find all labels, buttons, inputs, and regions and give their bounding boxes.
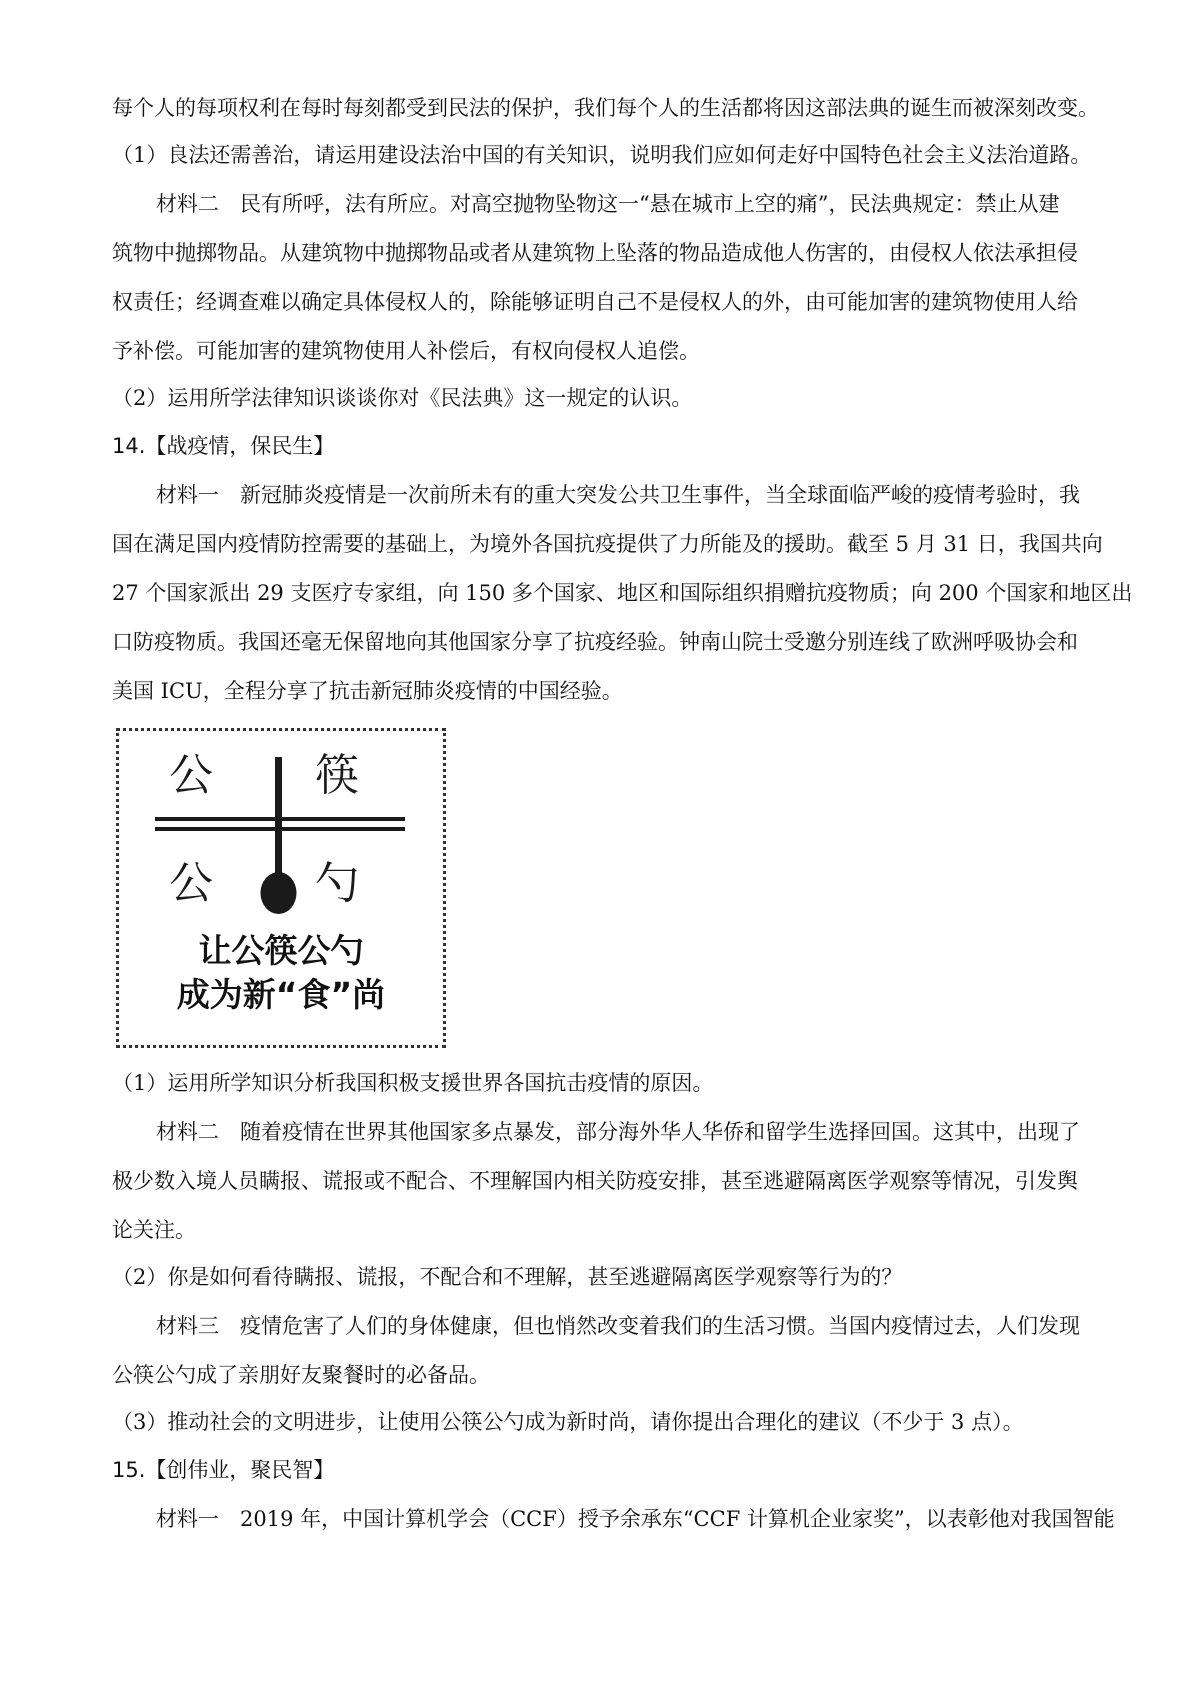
poster-char: 公 (169, 858, 213, 909)
poster-caption: 让公筷公勺 (198, 931, 364, 970)
material-1-line: 材料一 2019 年，中国计算机学会（CCF）授予余承东“CCF 计算机企业家奖”，以表彰他对我国智能 (156, 1507, 1115, 1531)
paragraph-line: 国在满足国内疫情防控需要的基础上，为境外各国抗疫提供了力所能及的援助。截至 5 月 31 日，我国共向 (112, 532, 1103, 556)
question-14-1: （1）运用所学知识分析我国积极支援世界各国抗击疫情的原因。 (112, 1071, 714, 1095)
material-2-line: 材料二 随着疫情在世界其他国家多点暴发，部分海外华人华侨和留学生选择回国。这其中，出现了 (156, 1120, 1080, 1144)
poster-char: 勺 (315, 858, 359, 909)
paragraph-line: 每个人的每项权利在每时每刻都受到民法的保护，我们每个人的生活都将因这部法典的诞生而被深刻改变。 (112, 96, 1099, 120)
paragraph-line: 公筷公勺成了亲朋好友聚餐时的必备品。 (112, 1363, 490, 1387)
material-3-line: 材料三 疫情危害了人们的身体健康，但也悄然改变着我们的生活习惯。当国内疫情过去，人们发现 (156, 1314, 1080, 1338)
material-1-line: 材料一 新冠肺炎疫情是一次前所未有的重大突发公共卫生事件，当全球面临严峻的疫情考验时，我 (156, 483, 1080, 507)
paragraph-line: 予补偿。可能加害的建筑物使用人补偿后，有权向侵权人追偿。 (112, 339, 700, 363)
question-13-1: （1）良法还需善治，请运用建设法治中国的有关知识，说明我们应如何走好中国特色社会主义法治道路。 (112, 143, 1092, 167)
material-2-line: 材料二 民有所呼，法有所应。对高空抛物坠物这一“悬在城市上空的痛”，民法典规定：禁止从建 (156, 192, 1060, 216)
poster-char: 筷 (315, 750, 359, 801)
chopstick-spoon-icon (119, 731, 443, 931)
paragraph-line: 美国 ICU，全程分享了抗击新冠肺炎疫情的中国经验。 (112, 679, 623, 703)
question-13-2: （2）运用所学法律知识谈谈你对《民法典》这一规定的认识。 (112, 386, 693, 410)
paragraph-line: 27 个国家派出 29 支医疗专家组，向 150 多个国家、地区和国际组织捐赠抗疫物质；向 200 个国家和地区出 (112, 581, 1133, 605)
chopsticks-poster (116, 728, 446, 1048)
paragraph-line: 筑物中抛掷物品。从建筑物中抛掷物品或者从建筑物上坠落的物品造成他人伤害的，由侵权人依法承担侵 (112, 241, 1078, 265)
paragraph-line: 口防疫物质。我国还毫无保留地向其他国家分享了抗疫经验。钟南山院士受邀分别连线了欧洲呼吸协会和 (112, 630, 1078, 654)
paragraph-line: 权责任；经调查难以确定具体侵权人的，除能够证明自己不是侵权人的外，由可能加害的建筑物使用人给 (112, 290, 1078, 314)
paragraph-line: 极少数入境人员瞒报、谎报或不配合、不理解国内相关防疫安排，甚至逃避隔离医学观察等情况，引发舆 (112, 1169, 1078, 1193)
paragraph-line: 论关注。 (112, 1218, 196, 1242)
question-14-3: （3）推动社会的文明进步，让使用公筷公勺成为新时尚，请你提出合理化的建议（不少于 3 点）。 (112, 1410, 1024, 1434)
poster-char: 公 (169, 750, 213, 801)
question-14-2: （2）你是如何看待瞒报、谎报，不配合和不理解，甚至逃避隔离医学观察等行为的？ (112, 1265, 903, 1289)
question-15-heading: 15.【创伟业，聚民智】 (112, 1458, 335, 1482)
poster-caption: 成为新“食”尚 (176, 975, 386, 1014)
question-14-heading: 14.【战疫情，保民生】 (112, 434, 335, 458)
